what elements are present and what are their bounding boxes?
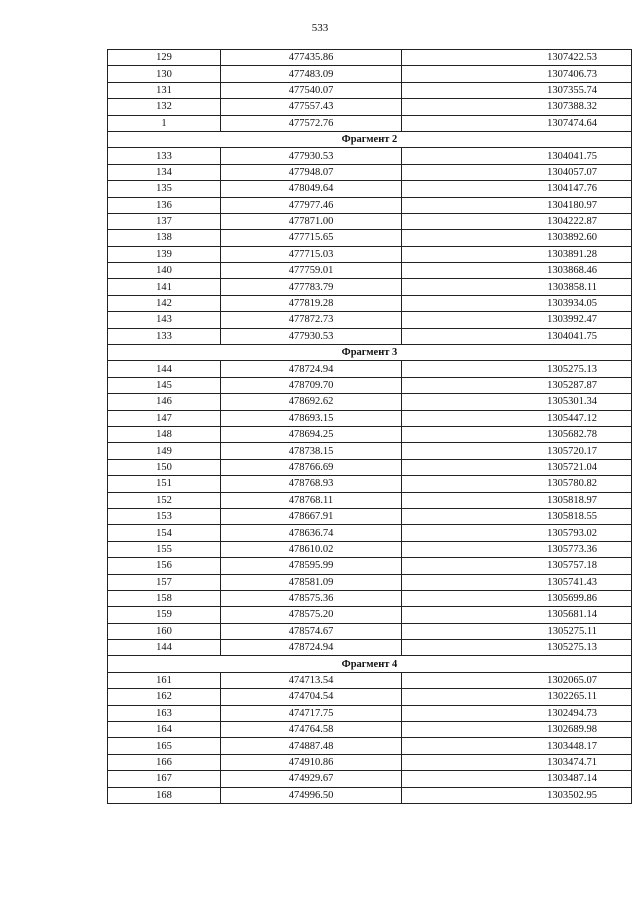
x-coordinate-cell: 477930.53: [221, 148, 402, 164]
x-coordinate-cell: 478694.25: [221, 426, 402, 442]
table-row: [108, 672, 632, 688]
table-row: [108, 705, 632, 721]
table-row: [108, 394, 632, 410]
y-coordinate-cell: 1303891.28: [402, 246, 632, 262]
x-coordinate-cell: 477435.86: [221, 50, 402, 66]
table-row: [108, 443, 632, 459]
x-coordinate-cell: 478581.09: [221, 574, 402, 590]
point-number-cell: 168: [108, 787, 221, 803]
fragment-header-row: [108, 345, 632, 361]
point-number-cell: 148: [108, 426, 221, 442]
x-coordinate-cell: 478595.99: [221, 558, 402, 574]
point-number-cell: 132: [108, 99, 221, 115]
y-coordinate-cell: 1305275.13: [402, 640, 632, 656]
point-number-cell: 133: [108, 328, 221, 344]
y-coordinate-cell: 1305447.12: [402, 410, 632, 426]
y-coordinate-cell: 1304041.75: [402, 148, 632, 164]
x-coordinate-cell: 474910.86: [221, 754, 402, 770]
table-row: [108, 722, 632, 738]
x-coordinate-cell: 477715.65: [221, 230, 402, 246]
point-number-cell: 143: [108, 312, 221, 328]
y-coordinate-cell: 1304057.07: [402, 164, 632, 180]
point-number-cell: 167: [108, 771, 221, 787]
point-number-cell: 135: [108, 181, 221, 197]
y-coordinate-cell: 1302065.07: [402, 672, 632, 688]
x-coordinate-cell: 477871.00: [221, 213, 402, 229]
point-number-cell: 144: [108, 640, 221, 656]
x-coordinate-cell: 478766.69: [221, 459, 402, 475]
point-number-cell: 131: [108, 82, 221, 98]
x-coordinate-cell: 477715.03: [221, 246, 402, 262]
y-coordinate-cell: 1302689.98: [402, 722, 632, 738]
table-row: [108, 312, 632, 328]
y-coordinate-cell: 1305699.86: [402, 590, 632, 606]
table-row: [108, 640, 632, 656]
y-coordinate-cell: 1303487.14: [402, 771, 632, 787]
point-number-cell: 133: [108, 148, 221, 164]
table-row: [108, 213, 632, 229]
table-row: [108, 607, 632, 623]
y-coordinate-cell: 1303502.95: [402, 787, 632, 803]
point-number-cell: 146: [108, 394, 221, 410]
y-coordinate-cell: 1302265.11: [402, 689, 632, 705]
y-coordinate-cell: 1303858.11: [402, 279, 632, 295]
x-coordinate-cell: 478768.93: [221, 476, 402, 492]
x-coordinate-cell: 478709.70: [221, 377, 402, 393]
x-coordinate-cell: 478636.74: [221, 525, 402, 541]
y-coordinate-cell: 1307406.73: [402, 66, 632, 82]
x-coordinate-cell: 478693.15: [221, 410, 402, 426]
table-row: [108, 115, 632, 131]
page-number: 533: [311, 22, 329, 34]
point-number-cell: 142: [108, 295, 221, 311]
coordinates-table-body: [108, 50, 632, 804]
x-coordinate-cell: 474713.54: [221, 672, 402, 688]
x-coordinate-cell: 478610.02: [221, 541, 402, 557]
table-row: [108, 66, 632, 82]
x-coordinate-cell: 474764.58: [221, 722, 402, 738]
point-number-cell: 159: [108, 607, 221, 623]
table-row: [108, 230, 632, 246]
x-coordinate-cell: 478049.64: [221, 181, 402, 197]
y-coordinate-cell: 1307422.53: [402, 50, 632, 66]
point-number-cell: 156: [108, 558, 221, 574]
point-number-cell: 150: [108, 459, 221, 475]
table-row: [108, 426, 632, 442]
x-coordinate-cell: 477872.73: [221, 312, 402, 328]
point-number-cell: 162: [108, 689, 221, 705]
table-row: [108, 181, 632, 197]
fragment-header-row: [108, 656, 632, 672]
point-number-cell: 139: [108, 246, 221, 262]
point-number-cell: 154: [108, 525, 221, 541]
y-coordinate-cell: 1303868.46: [402, 263, 632, 279]
x-coordinate-cell: 477759.01: [221, 263, 402, 279]
y-coordinate-cell: 1303892.60: [402, 230, 632, 246]
y-coordinate-cell: 1305780.82: [402, 476, 632, 492]
x-coordinate-cell: 474929.67: [221, 771, 402, 787]
table-row: [108, 99, 632, 115]
point-number-cell: 157: [108, 574, 221, 590]
x-coordinate-cell: 477540.07: [221, 82, 402, 98]
x-coordinate-cell: 474887.48: [221, 738, 402, 754]
y-coordinate-cell: 1303992.47: [402, 312, 632, 328]
y-coordinate-cell: 1302494.73: [402, 705, 632, 721]
point-number-cell: 151: [108, 476, 221, 492]
point-number-cell: 164: [108, 722, 221, 738]
y-coordinate-cell: 1305682.78: [402, 426, 632, 442]
x-coordinate-cell: 474996.50: [221, 787, 402, 803]
point-number-cell: 147: [108, 410, 221, 426]
table-row: [108, 492, 632, 508]
table-row: [108, 410, 632, 426]
x-coordinate-cell: 478724.94: [221, 640, 402, 656]
coordinates-table: [107, 49, 632, 804]
point-number-cell: 134: [108, 164, 221, 180]
y-coordinate-cell: 1307355.74: [402, 82, 632, 98]
table-row: [108, 738, 632, 754]
point-number-cell: 140: [108, 263, 221, 279]
y-coordinate-cell: 1305773.36: [402, 541, 632, 557]
table-row: [108, 361, 632, 377]
point-number-cell: 138: [108, 230, 221, 246]
fragment-title: Фрагмент 2: [108, 131, 632, 147]
table-row: [108, 689, 632, 705]
table-row: [108, 525, 632, 541]
x-coordinate-cell: 478574.67: [221, 623, 402, 639]
point-number-cell: 129: [108, 50, 221, 66]
y-coordinate-cell: 1305741.43: [402, 574, 632, 590]
x-coordinate-cell: 477783.79: [221, 279, 402, 295]
y-coordinate-cell: 1305721.04: [402, 459, 632, 475]
point-number-cell: 160: [108, 623, 221, 639]
table-row: [108, 263, 632, 279]
table-row: [108, 771, 632, 787]
point-number-cell: 137: [108, 213, 221, 229]
table-row: [108, 754, 632, 770]
x-coordinate-cell: 477572.76: [221, 115, 402, 131]
point-number-cell: 145: [108, 377, 221, 393]
table-row: [108, 197, 632, 213]
y-coordinate-cell: 1305287.87: [402, 377, 632, 393]
x-coordinate-cell: 478724.94: [221, 361, 402, 377]
point-number-cell: 165: [108, 738, 221, 754]
x-coordinate-cell: 478575.20: [221, 607, 402, 623]
table-row: [108, 295, 632, 311]
y-coordinate-cell: 1305720.17: [402, 443, 632, 459]
table-row: [108, 787, 632, 803]
x-coordinate-cell: 474704.54: [221, 689, 402, 705]
point-number-cell: 166: [108, 754, 221, 770]
table-row: [108, 574, 632, 590]
y-coordinate-cell: 1305275.13: [402, 361, 632, 377]
x-coordinate-cell: 477948.07: [221, 164, 402, 180]
point-number-cell: 163: [108, 705, 221, 721]
y-coordinate-cell: 1307388.32: [402, 99, 632, 115]
y-coordinate-cell: 1305818.97: [402, 492, 632, 508]
x-coordinate-cell: 477930.53: [221, 328, 402, 344]
point-number-cell: 161: [108, 672, 221, 688]
y-coordinate-cell: 1305275.11: [402, 623, 632, 639]
table-row: [108, 623, 632, 639]
table-row: [108, 246, 632, 262]
point-number-cell: 144: [108, 361, 221, 377]
x-coordinate-cell: 478768.11: [221, 492, 402, 508]
table-row: [108, 476, 632, 492]
table-row: [108, 328, 632, 344]
y-coordinate-cell: 1305681.14: [402, 607, 632, 623]
x-coordinate-cell: 477977.46: [221, 197, 402, 213]
table-row: [108, 377, 632, 393]
fragment-header-row: [108, 131, 632, 147]
point-number-cell: 155: [108, 541, 221, 557]
table-row: [108, 508, 632, 524]
y-coordinate-cell: 1303934.05: [402, 295, 632, 311]
table-row: [108, 82, 632, 98]
y-coordinate-cell: 1307474.64: [402, 115, 632, 131]
y-coordinate-cell: 1305757.18: [402, 558, 632, 574]
table-row: [108, 50, 632, 66]
y-coordinate-cell: 1303474.71: [402, 754, 632, 770]
x-coordinate-cell: 477819.28: [221, 295, 402, 311]
point-number-cell: 1: [108, 115, 221, 131]
y-coordinate-cell: 1304180.97: [402, 197, 632, 213]
table-row: [108, 164, 632, 180]
table-row: [108, 541, 632, 557]
y-coordinate-cell: 1305818.55: [402, 508, 632, 524]
x-coordinate-cell: 477557.43: [221, 99, 402, 115]
y-coordinate-cell: 1304147.76: [402, 181, 632, 197]
table-row: [108, 459, 632, 475]
x-coordinate-cell: 474717.75: [221, 705, 402, 721]
point-number-cell: 158: [108, 590, 221, 606]
table-row: [108, 279, 632, 295]
x-coordinate-cell: 478667.91: [221, 508, 402, 524]
y-coordinate-cell: 1305301.34: [402, 394, 632, 410]
y-coordinate-cell: 1305793.02: [402, 525, 632, 541]
x-coordinate-cell: 478575.36: [221, 590, 402, 606]
point-number-cell: 130: [108, 66, 221, 82]
table-row: [108, 590, 632, 606]
table-row: [108, 558, 632, 574]
point-number-cell: 136: [108, 197, 221, 213]
point-number-cell: 149: [108, 443, 221, 459]
y-coordinate-cell: 1304041.75: [402, 328, 632, 344]
table-row: [108, 148, 632, 164]
point-number-cell: 152: [108, 492, 221, 508]
point-number-cell: 141: [108, 279, 221, 295]
x-coordinate-cell: 478692.62: [221, 394, 402, 410]
x-coordinate-cell: 478738.15: [221, 443, 402, 459]
y-coordinate-cell: 1304222.87: [402, 213, 632, 229]
fragment-title: Фрагмент 4: [108, 656, 632, 672]
y-coordinate-cell: 1303448.17: [402, 738, 632, 754]
fragment-title: Фрагмент 3: [108, 345, 632, 361]
x-coordinate-cell: 477483.09: [221, 66, 402, 82]
point-number-cell: 153: [108, 508, 221, 524]
